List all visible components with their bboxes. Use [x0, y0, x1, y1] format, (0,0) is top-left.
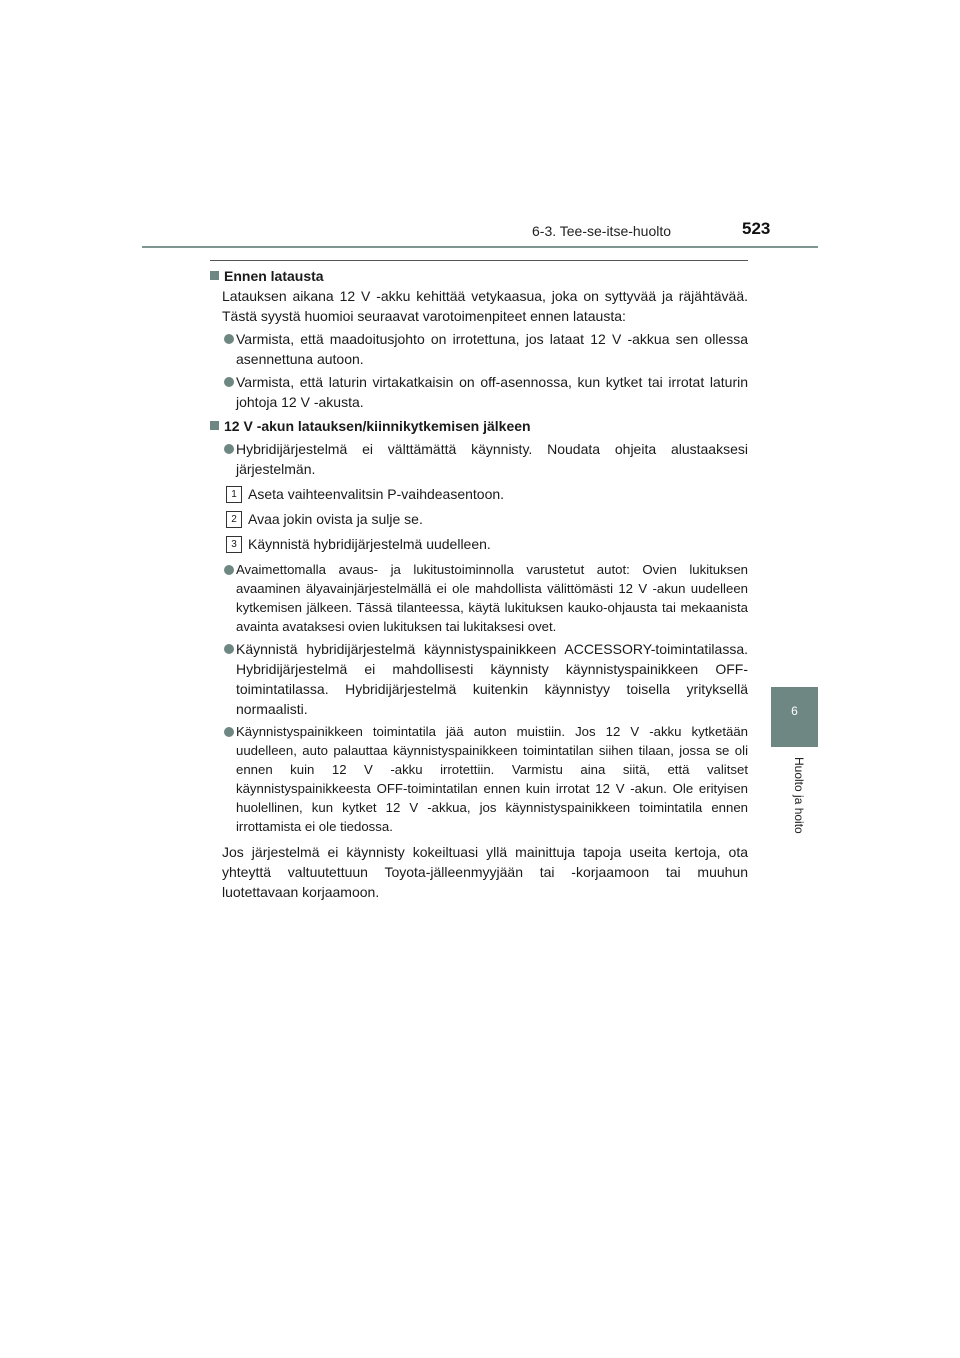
page-content — [210, 266, 748, 902]
chapter-label: Huolto ja hoito — [792, 757, 806, 834]
section-title: 6-3. Tee-se-itse-huolto — [532, 223, 672, 239]
circle-bullet-icon — [224, 334, 234, 344]
list-item-text: Hybridijärjestelmä ei välttämättä käynnisty. Noudata ohjeita alustaaksesi järjestelmän. — [236, 441, 748, 477]
list-item-text: Avaimettomalla avaus- ja lukitustoiminnolla varustetut autot: Ovien lukituksen avaaminen älyavainjärjestelmällä ei ole mahdollista välittömästi 12 V -akun uudelleen kytkemisen jälkeen. Tässä tilanteessa, käytä lukituksen kauko-ohjausta tai mekaanista avainta avataksesi ovien lukituksen tai lukitaksesi ovet. — [236, 562, 748, 634]
circle-bullet-icon — [224, 727, 234, 737]
list-item — [224, 560, 748, 636]
list-item-text: Käynnistä hybridijärjestelmä käynnistyspainikkeen ACCESSORY-toimintatilassa. Hybridijärjestelmä ei mahdollisesti käynnisty käynnistyspainikkeen OFF-toimintatilassa. Hybridijärjestelmä kuitenkin käynnistyy toisella yrityksellä normaalisti. — [236, 641, 748, 717]
list-item — [224, 639, 748, 719]
step-text: Käynnistä hybridijärjestelmä uudelleen. — [248, 536, 491, 552]
square-bullet-icon — [210, 421, 219, 430]
step-number-box: 1 — [226, 486, 242, 503]
chapter-tab — [771, 687, 818, 747]
list-item-text: Käynnistyspainikkeen toimintatila jää auton muistiin. Jos 12 V -akku kytketään uudelleen, auto palauttaa käynnistyspainikkeen toimintatilan siihen tilaan, jossa se oli ennen kuin 12 V -akku irrotettiin. Varmistu aina siitä, että valitset käynnistyspainikkeesta OFF-toimintatilan ennen kuin irrotat 12 V -akun. Ole erityisen huolellinen, kun kytket 12 V -akkua, jos käynnistyspainikkeen toimintatila ennen irrottamista ei ole tiedossa. — [236, 724, 748, 834]
intro-paragraph: Latauksen aikana 12 V -akku kehittää vetykaasua, joka on syttyvää ja räjähtävää. Tästä syystä huomioi seuraavat varotoimenpiteet ennen latausta: — [222, 288, 748, 324]
circle-bullet-icon — [224, 444, 234, 454]
list-item — [224, 372, 748, 412]
step-number-box: 2 — [226, 511, 242, 528]
header-divider — [142, 246, 818, 248]
page-number: 523 — [742, 219, 771, 238]
circle-bullet-icon — [224, 644, 234, 654]
content-divider — [210, 260, 748, 261]
list-item-text: Varmista, että laturin virtakatkaisin on off-asennossa, kun kytket tai irrotat laturin johtoja 12 V -akusta. — [236, 374, 748, 410]
section-heading — [210, 416, 748, 436]
closing-paragraph: Jos järjestelmä ei käynnisty kokeiltuasi yllä mainittuja tapoja useita kertoja, ota yhteyttä valtuutettuun Toyota-jälleenmyyjään tai -korjaamoon tai muuhun luotettavaan korjaamoon. — [222, 844, 748, 900]
heading-text: Ennen latausta — [224, 268, 324, 284]
list-item — [224, 722, 748, 836]
step-item — [226, 484, 748, 504]
chapter-number: 6 — [791, 704, 798, 718]
list-item-text: Varmista, että maadoitusjohto on irrotettuna, jos lataat 12 V -akkua sen ollessa asennettuna autoon. — [236, 331, 748, 367]
step-item — [226, 534, 748, 554]
circle-bullet-icon — [224, 565, 234, 575]
step-item — [226, 509, 748, 529]
step-number-box: 3 — [226, 536, 242, 553]
list-item — [224, 329, 748, 369]
square-bullet-icon — [210, 271, 219, 280]
list-item — [224, 439, 748, 479]
step-text: Avaa jokin ovista ja sulje se. — [248, 511, 423, 527]
step-text: Aseta vaihteenvalitsin P-vaihdeasentoon. — [248, 486, 505, 502]
section-heading — [210, 266, 748, 286]
circle-bullet-icon — [224, 377, 234, 387]
heading-text: 12 V -akun latauksen/kiinnikytkemisen jälkeen — [224, 418, 531, 434]
